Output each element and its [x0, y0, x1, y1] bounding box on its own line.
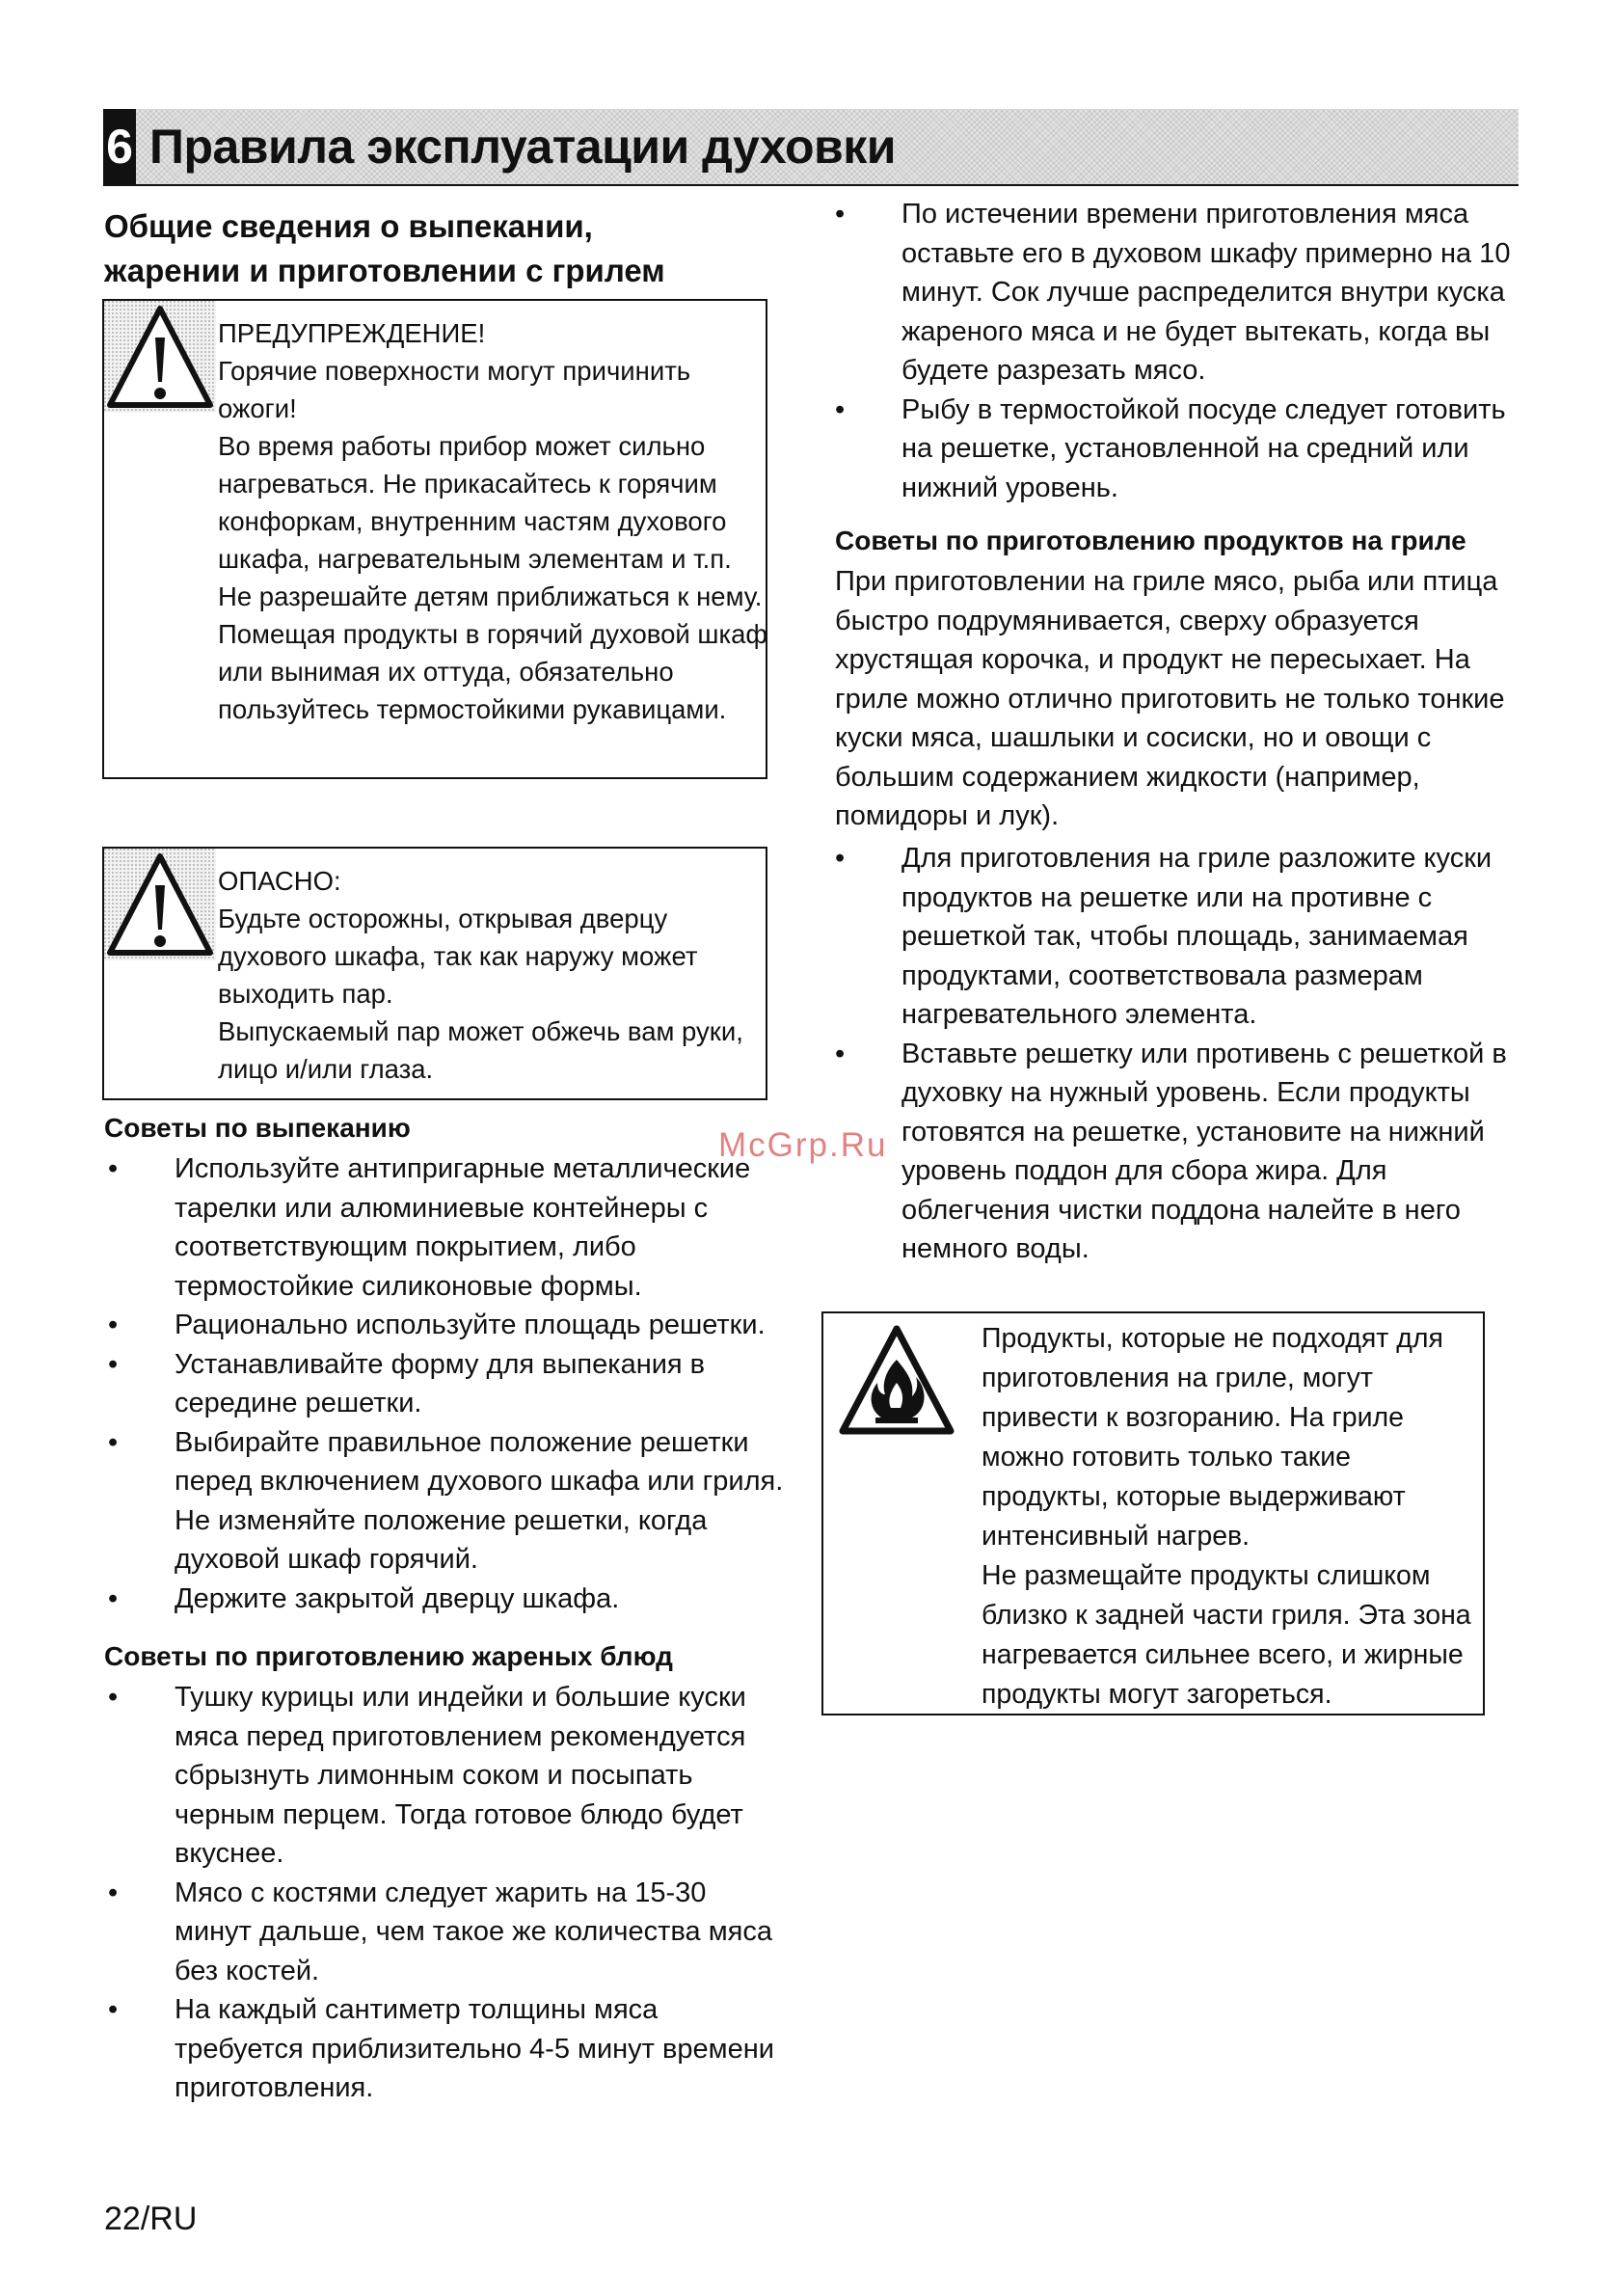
- list-item-text: Мясо с костями следует жарить на 15-30 минут дальше, чем такое же количества мяса без костей.: [175, 1877, 772, 1986]
- danger-paragraph: Будьте осторожны, открывая дверцу духового шкафа, так как наружу может выходить пар.: [218, 904, 698, 1009]
- main-heading-line-1: Общие сведения о выпекании,: [104, 208, 593, 244]
- fire-paragraph: Продукты, которые не подходят для приготовления на гриле, могут привести к возгоранию. На гриле можно готовить только такие продукты, которые выдерживают интенсивный нагрев.: [982, 1323, 1443, 1552]
- roasting-list: [104, 1678, 779, 2108]
- list-item-text: Выбирайте правильное положение решетки перед включением духового шкафа или гриля. Не изменяйте положение решетки, когда духовой шкаф горячий.: [175, 1426, 784, 1575]
- bullet: •: [108, 1348, 119, 1380]
- bullet: •: [835, 843, 846, 874]
- list-item-text: Рыбу в термостойкой посуде следует готовить на решетке, установленной на средний или нижний уровень.: [901, 393, 1506, 503]
- list-item: [104, 1423, 784, 1580]
- danger-text: [218, 862, 763, 1088]
- grill-list: [831, 839, 1518, 1269]
- list-item: [104, 1874, 779, 1991]
- danger-title: ОПАСНО:: [218, 866, 341, 896]
- bullet: •: [108, 1153, 119, 1184]
- roasting-heading: Советы по приготовлению жареных блюд: [104, 1641, 673, 1671]
- grill-intro: При приготовлении на гриле мясо, рыба или птица быстро подрумянивается, сверху образуется хрустящая корочка, и продукт не пересыхает. На гриле можно отлично приготовить не только тонкие куски мяса, шашлыки и сосиски, но и овощи с большим содержанием жидкости (например, помидоры и лук).: [835, 566, 1505, 831]
- bullet: •: [108, 1994, 119, 2025]
- list-item: [831, 839, 1518, 1035]
- warning-triangle-icon: [104, 849, 216, 960]
- fire-paragraph: Не размещайте продукты слишком близко к задней части гриля. Эта зона нагревается сильнее всего, и жирные продукты могут загореться.: [982, 1560, 1471, 1710]
- fire-hazard-icon: [837, 1323, 956, 1439]
- list-item-text: Устанавливайте форму для выпекания в середине решетки.: [175, 1348, 706, 1418]
- section-header: [103, 109, 1519, 186]
- list-item: [104, 1678, 779, 1874]
- warning-text: [218, 314, 767, 728]
- warning-paragraph: Горячие поверхности могут причинить ожоги!: [218, 356, 691, 423]
- roast-continued-list: [831, 195, 1516, 507]
- bullet: •: [108, 1582, 119, 1614]
- warning-triangle-icon: [104, 301, 216, 413]
- grill-heading: Советы по приготовлению продуктов на гриле: [835, 526, 1466, 555]
- list-item-text: На каждый сантиметр толщины мяса требуется приблизительно 4-5 минут времени приготовления.: [175, 1994, 774, 2103]
- list-item: [104, 1345, 784, 1423]
- page-number: 22/RU: [104, 2201, 198, 2237]
- fire-warning-text: [982, 1319, 1478, 1715]
- bullet: •: [108, 1310, 119, 1340]
- list-item-text: Вставьте решетку или противень с решеткой в духовку на нужный уровень. Если продукты готовятся на решетке, установите на нижний уровень поддон для сбора жира. Для облегчения чистки поддона налейте в него немного воды.: [901, 1038, 1507, 1264]
- warning-box: [102, 299, 767, 779]
- section-title: Правила эксплуатации духовки: [149, 120, 897, 174]
- bullet: •: [835, 199, 846, 230]
- danger-box: [102, 847, 767, 1100]
- bullet: •: [108, 1877, 119, 1908]
- warning-paragraph: Во время работы прибор может сильно нагреваться. Не прикасайтесь к горячим конфоркам, внутренним частям духового шкафа, нагревательным элементам и т.п. Не разрешайте детям приближаться к нему.: [218, 431, 763, 611]
- bullet: •: [835, 393, 846, 425]
- list-item: [104, 1990, 779, 2108]
- bullet: •: [835, 1038, 846, 1069]
- danger-paragraph: Выпускаемый пар может обжечь вам руки, лицо и/или глаза.: [218, 1016, 743, 1084]
- bullet: •: [108, 1426, 119, 1458]
- list-item-text: Рационально используйте площадь решетки.: [175, 1310, 766, 1340]
- list-item: [831, 195, 1516, 391]
- list-item: [104, 1580, 784, 1619]
- list-item-text: Для приготовления на гриле разложите куски продуктов на решетке или на противне с решеткой так, чтобы площадь, занимаемая продуктами, соответствовала размерам нагревательного элемента.: [901, 843, 1493, 1030]
- main-heading-line-2: жарении и приготовлении с грилем: [104, 253, 665, 288]
- fire-warning-box: [821, 1311, 1485, 1715]
- list-item: [831, 391, 1516, 508]
- list-item: [104, 1149, 784, 1306]
- main-heading: [104, 204, 798, 293]
- list-item: [831, 1035, 1518, 1269]
- list-item-text: Держите закрытой дверцу шкафа.: [175, 1582, 620, 1614]
- baking-heading: Советы по выпеканию: [104, 1113, 411, 1143]
- list-item-text: По истечении времени приготовления мяса оставьте его в духовом шкафу примерно на 10 минут. Сок лучше распределится внутри куска жареного мяса и не будет вытекать, когда вы будете разрезать мясо.: [901, 199, 1511, 386]
- warning-paragraph: Помещая продукты в горячий духовой шкаф или вынимая их оттуда, обязательно пользуйтесь термостойкими рукавицами.: [218, 619, 768, 724]
- baking-list: [104, 1149, 784, 1618]
- list-item-text: Используйте антипригарные металлические тарелки или алюминиевые контейнеры с соответствующим покрытием, либо термостойкие силиконовые формы.: [175, 1153, 751, 1302]
- bullet: •: [108, 1682, 119, 1713]
- watermark: McGrp.Ru: [718, 1126, 888, 1164]
- list-item-text: Тушку курицы или индейки и большие куски мяса перед приготовлением рекомендуется сбрызнуть лимонным соком и посыпать черным перцем. Тогда готовое блюдо будет вкуснее.: [175, 1682, 746, 1869]
- section-number: 6: [103, 109, 136, 184]
- list-item: [104, 1306, 784, 1345]
- warning-title: ПРЕДУПРЕЖДЕНИЕ!: [218, 318, 486, 348]
